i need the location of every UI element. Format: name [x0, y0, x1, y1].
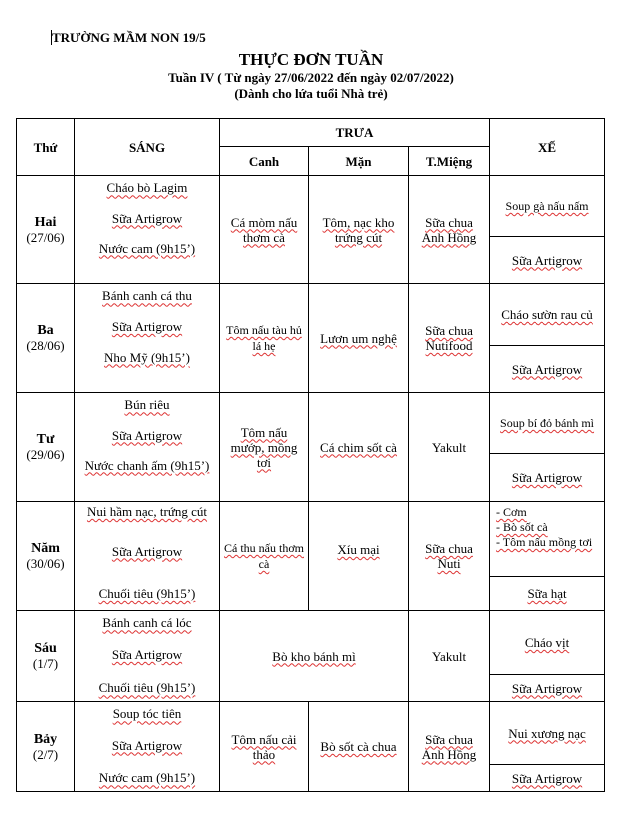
- morning-item: Sữa Artigrow: [111, 210, 183, 226]
- day-cell: [17, 702, 75, 792]
- morning-item: Bún riêu: [124, 397, 170, 413]
- day-name: Sáu: [34, 641, 57, 656]
- morning-item: Sữa Artigrow: [111, 319, 183, 334]
- afternoon-item: Sữa Artigrow: [511, 770, 583, 786]
- day-cell: [17, 502, 75, 611]
- morning-item: Sữa Artigrow: [111, 427, 183, 443]
- afternoon-item: - Cơm: [496, 505, 527, 519]
- main-item: Lươn um nghệ: [320, 330, 397, 346]
- day-cell: [17, 284, 75, 393]
- day-cell: [17, 393, 75, 502]
- afternoon-item: Sữa Artigrow: [511, 680, 583, 696]
- weekly-menu-table: [16, 118, 605, 792]
- day-date: (28/06): [26, 338, 65, 353]
- afternoon-item: - Bò sốt cà: [496, 520, 548, 534]
- morning-item: Sữa Artigrow: [111, 647, 183, 662]
- dessert-item: Sữa chua Nuti: [425, 541, 473, 571]
- main-item: Xíu mại: [337, 542, 380, 557]
- afternoon-item: Soup bí đỏ bánh mì: [500, 416, 595, 430]
- dessert-item: Yakult: [431, 439, 467, 455]
- header-soup: Canh: [220, 147, 309, 176]
- morning-item: Nước chanh ấm (9h15’): [84, 457, 210, 473]
- day-name: Năm: [31, 541, 60, 556]
- morning-item: Sữa Artigrow: [111, 543, 183, 559]
- morning-item: Chuối tiêu (9h15’): [98, 585, 196, 601]
- soup-item: Tôm nấu mướp, mồng tơi: [230, 424, 298, 470]
- morning-item: Bánh canh cá thu: [102, 288, 192, 304]
- afternoon-item: Sữa Artigrow: [511, 470, 583, 485]
- day-date: (1/7): [32, 656, 59, 671]
- afternoon-item: - Tôm nấu mồng tơi: [496, 535, 593, 549]
- soup-item: Cá thu nấu thơm cà: [224, 541, 305, 571]
- soup-item: Tôm nấu tàu hủ lá hẹ: [226, 323, 302, 353]
- dessert-item: Sữa chua Nutifood: [425, 323, 473, 353]
- dessert-item: Sữa chua Anh Hồng: [421, 731, 477, 762]
- afternoon-item: Sữa hạt: [527, 586, 567, 601]
- day-cell: [17, 176, 75, 284]
- morning-item: Nho Mỹ (9h15’): [104, 349, 190, 365]
- day-name: Hai: [34, 214, 57, 230]
- morning-item: Bánh canh cá lóc: [102, 615, 192, 631]
- morning-item: Cháo bò Lagim: [106, 180, 188, 196]
- afternoon-item: Cháo sườn rau củ: [501, 307, 593, 322]
- afternoon-item: Sữa Artigrow: [511, 361, 583, 377]
- day-date: (27/06): [26, 229, 65, 245]
- main-item: Tôm, nạc kho trứng cút: [322, 214, 395, 245]
- header-main: Mặn: [309, 147, 409, 176]
- dessert-item: Sữa chua Anh Hồng: [421, 214, 477, 245]
- school-name: TRƯỜNG MẦM NON 19/5: [52, 30, 206, 45]
- day-name: Ba: [37, 323, 54, 338]
- soup-item: Cá mòm nấu thơm cà: [230, 214, 298, 245]
- dessert-item: Yakult: [431, 648, 467, 664]
- day-cell: [17, 611, 75, 702]
- main-item: Bò sốt cà chua: [320, 739, 397, 754]
- header-morning: SÁNG: [75, 119, 220, 176]
- day-date: (30/06): [26, 556, 65, 571]
- header-dessert: T.Miệng: [409, 147, 490, 176]
- afternoon-item: Cháo vịt: [524, 635, 570, 650]
- header-afternoon: XẾ: [490, 119, 605, 176]
- age-group-note: (Dành cho lứa tuổi Nhà trẻ): [234, 86, 388, 101]
- morning-item: Chuối tiêu (9h15’): [98, 680, 196, 696]
- morning-item: Nước cam (9h15’): [98, 770, 196, 786]
- day-name: Tư: [36, 432, 55, 447]
- lunch-combined-item: Bò kho bánh mì: [272, 648, 356, 664]
- afternoon-item: Nui xương nạc: [508, 725, 586, 741]
- morning-item: Soup tóc tiên: [112, 706, 182, 722]
- soup-item: Tôm nấu cải thảo: [231, 731, 297, 762]
- header-lunch: TRƯA: [220, 119, 490, 147]
- morning-item: Nui hầm nạc, trứng cút: [86, 504, 208, 519]
- page-title: THỰC ĐƠN TUẦN: [238, 50, 384, 69]
- header-day: Thứ: [17, 119, 75, 176]
- afternoon-item: Soup gà nấu nấm: [505, 199, 589, 213]
- week-range: Tuần IV ( Từ ngày 27/06/2022 đến ngày 02/07/2022): [168, 70, 454, 85]
- morning-item: Nước cam (9h15’): [98, 240, 196, 256]
- day-name: Bảy: [33, 731, 58, 747]
- main-item: Cá chim sốt cà: [320, 439, 397, 455]
- day-date: (2/7): [32, 746, 59, 762]
- afternoon-item: Sữa Artigrow: [511, 252, 583, 268]
- morning-item: Sữa Artigrow: [111, 737, 183, 753]
- day-date: (29/06): [26, 447, 65, 462]
